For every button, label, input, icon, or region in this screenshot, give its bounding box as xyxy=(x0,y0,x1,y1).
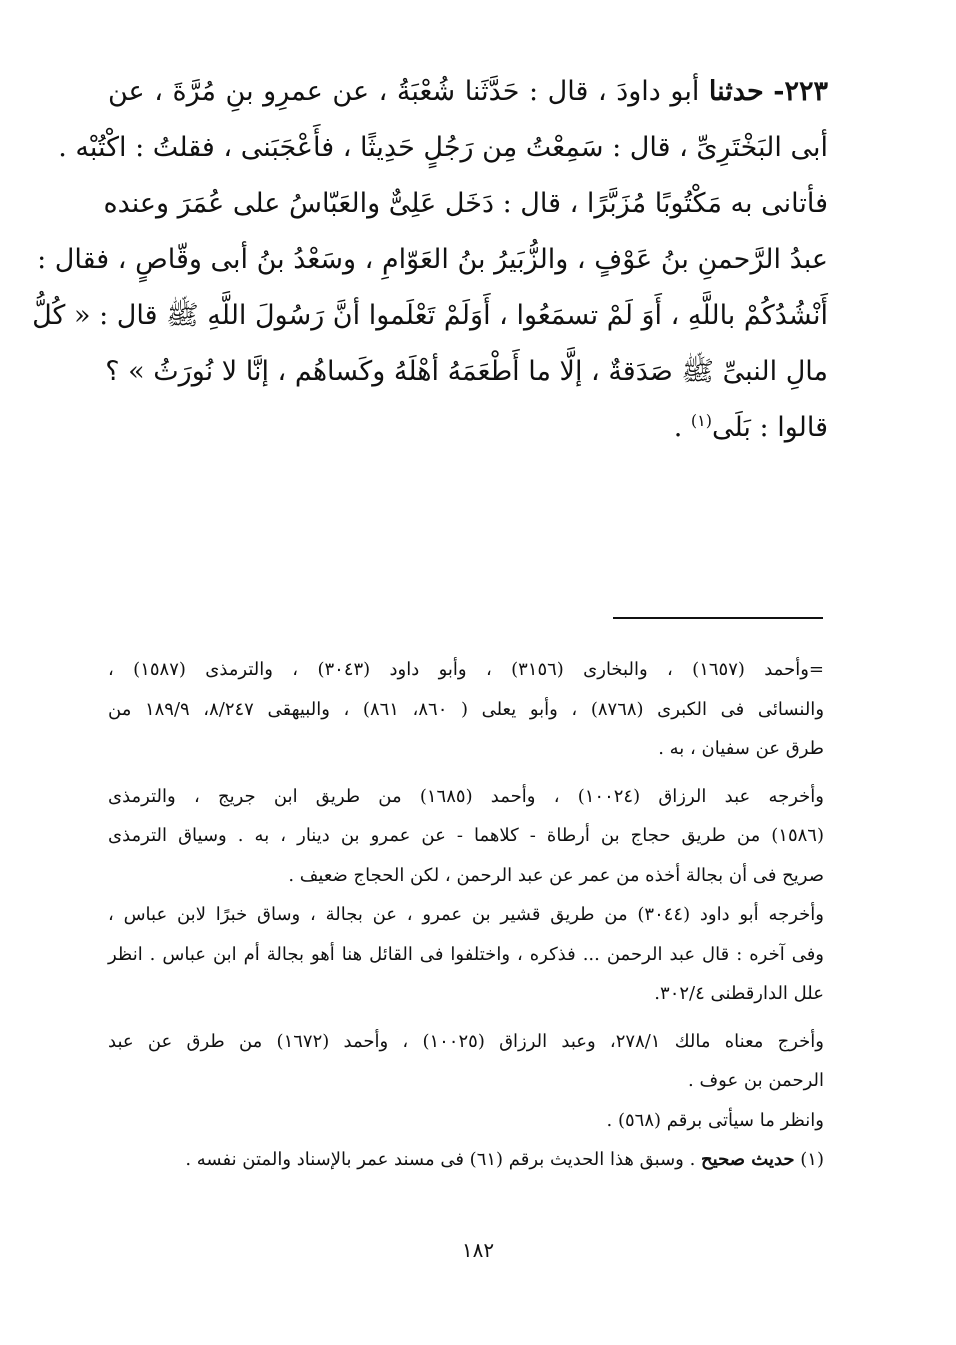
hadith-line-3: فأتانى به مَكْتُوبًا مُزَبَّرًا ، قال : دَخَل عَلِىٌّ والعَبّاسُ على عُمَرَ وعنده xyxy=(103,188,828,219)
footnote-line: (١٥٨٦) من طريق حجاج بن أرطاة - كلاهما - عن عمرو بن دينار ، به . وسياق الترمذى xyxy=(108,825,824,846)
footnote-1 xyxy=(108,1140,824,1180)
footnote-line: وفى آخره : قال عبد الرحمن ... فذكره ، واختلفوا فى القائل هنا أهو بجالة أم ابن عباس . انظر xyxy=(108,943,824,965)
footnote-line: وأخرجه عبد الرزاق (١٠٠٢٤) ، وأحمد (١٦٨٥) من طريق ابن جريج ، والترمذى xyxy=(108,785,824,807)
footnote-line: =وأحمد (١٦٥٧) ، والبخارى (٣١٥٦) ، وأبو داود (٣٠٤٣) ، والترمذى (١٥٨٧) ، xyxy=(108,659,824,680)
footnote-1-text: . وسبق هذا الحديث برقم (٦١) فى مسند عمر بالإسناد والمتن نفسه . xyxy=(185,1149,696,1170)
footnote-reference: (١) xyxy=(690,411,712,430)
footnote-line: طرق عن سفيان ، به . xyxy=(658,738,824,759)
hadith-line-1 xyxy=(108,64,828,120)
hadith-number: ٢٢٣- xyxy=(773,76,828,107)
hadith-opening-word: حدثنا xyxy=(708,76,764,107)
footnote-line: علل الدارقطنى ٣٠٢/٤. xyxy=(654,983,824,1004)
footnote-paragraph-3 xyxy=(108,895,824,1014)
hadith-end-punct: . xyxy=(673,412,691,443)
footnote-paragraph-2 xyxy=(108,777,824,896)
hadith-last-words: قالوا : بَلَى xyxy=(711,412,828,443)
footnote-separator xyxy=(613,617,823,619)
footnotes xyxy=(108,650,824,1180)
page-number: ١٨٢ xyxy=(461,1238,495,1262)
hadith-line-7 xyxy=(108,400,828,456)
hadith-line-6: مالِ النبىِّ ﷺ صَدَقةٌ ، إلَّا ما أَطْعَمَهُ أهْلَهُ وكَساهُم ، إنَّا لا نُورَثُ » ؟ xyxy=(105,356,828,387)
footnote-line: الرحمن بن عوف . xyxy=(688,1070,824,1091)
footnote-line: وأخرج معناه مالك ٢٧٨/١، وعبد الرزاق (١٠٠٢٥) ، وأحمد (١٦٧٢) من طرق عن عبد xyxy=(108,1030,824,1052)
footnote-paragraph-5 xyxy=(108,1101,824,1141)
footnote-1-line xyxy=(108,1140,824,1180)
footnote-line: صريح فى أن بجالة أخذه من عمر عن عبد الرحمن ، لكن الحجاج ضعيف . xyxy=(288,864,824,886)
footnote-paragraph-1 xyxy=(108,650,824,769)
footnote-paragraph-4 xyxy=(108,1022,824,1101)
footnote-line: وأخرجه أبو داود (٣٠٤٤) من طريق قشير بن عمرو ، عن بجالة ، وساق خبرًا لابن عباس ، xyxy=(108,904,824,925)
hadith-line-4: عبدُ الرَّحمنِ بنُ عَوْفٍ ، والزُّبَيرُ بنُ العَوّامِ ، وسَعْدُ بنُ أبى وقّاصٍ ، فقال : xyxy=(37,244,828,275)
footnote-1-grade: حديث صحيح xyxy=(701,1149,795,1170)
footnote-line: وانظر ما سيأتى برقم (٥٦٨) . xyxy=(606,1109,824,1131)
hadith-line-2: أبى البَخْتَرِىِّ ، قال : سَمِعْتُ مِن رَجُلٍ حَدِيثًا ، فأَعْجَبَنى ، فقلتُ : اكْتُبْه . xyxy=(58,132,828,163)
hadith-line-text: أبو داودَ ، قال : حَدَّثَنا شُعْبَةُ ، عن عمرِو بنِ مُرَّةَ ، عن xyxy=(108,76,700,107)
footnote-1-mark: (١) xyxy=(800,1149,824,1170)
hadith-line-5: أَنْشُدُكُمْ باللَّهِ ، أَوَ لَمْ تسمَعُوا ، أَوَلَمْ تَعْلَموا أنَّ رَسُولَ اللَّهِ ﷺ قال : « كُلُّ xyxy=(32,300,828,331)
hadith-text xyxy=(32,64,828,456)
footnote-line: والنسائى فى الكبرى (٨٧٦٨) ، وأبو يعلى ( ٨٦٠، ٨٦١) ، والبيهقى ٨/٢٤٧، ١٨٩/٩ من xyxy=(108,698,825,720)
